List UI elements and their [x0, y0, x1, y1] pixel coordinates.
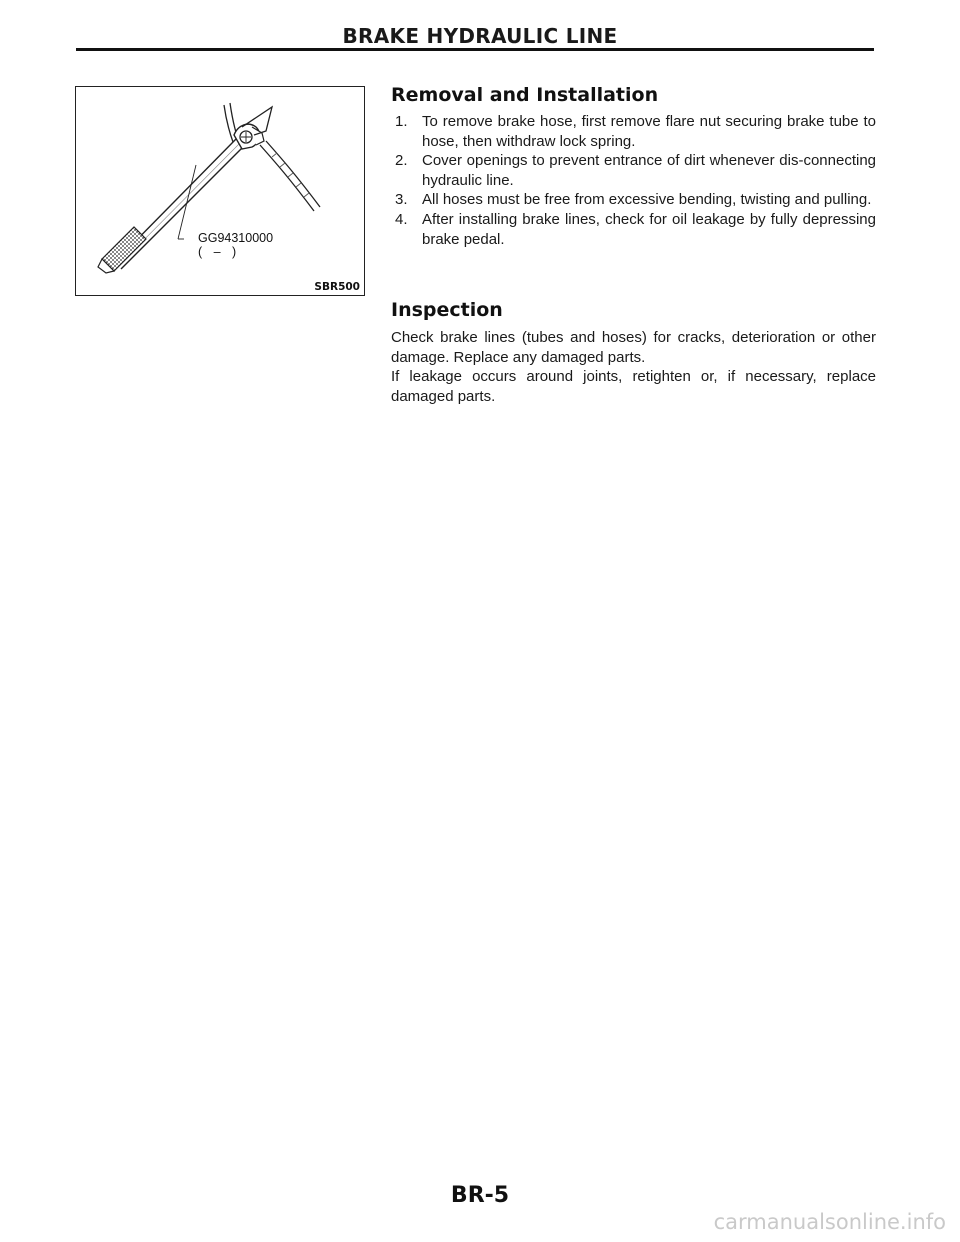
step-number: 4.	[395, 210, 408, 228]
watermark: carmanualsonline.info	[713, 1210, 946, 1234]
section-heading-inspection: Inspection	[391, 299, 503, 321]
page-title: BRAKE HYDRAULIC LINE	[342, 24, 618, 48]
inspection-paragraph: If leakage occurs around joints, retighten or, if necessary, replace damaged parts.	[391, 368, 876, 405]
figure-code: SBR500	[314, 281, 360, 293]
step-number: 1.	[395, 113, 408, 130]
step-text: To remove brake hose, first remove flare nut securing brake tube to hose, then withdraw lock spring.	[422, 113, 876, 150]
step-item	[391, 210, 876, 249]
inspection-section	[391, 299, 876, 406]
step-text: After installing brake lines, check for oil leakage by fully depressing brake pedal.	[422, 210, 876, 248]
step-text: All hoses must be free from excessive bending, twisting and pulling.	[422, 191, 872, 209]
page-number: BR-5	[450, 1183, 510, 1208]
step-item	[391, 190, 876, 210]
removal-installation-section	[391, 84, 876, 249]
step-item	[391, 151, 876, 190]
section-heading-removal: Removal and Installation	[391, 84, 659, 106]
step-number: 2.	[395, 152, 408, 170]
removal-steps-list	[391, 112, 876, 249]
step-item	[391, 112, 876, 151]
tool-number-label: GG94310000	[198, 231, 274, 245]
step-text: Cover openings to prevent entrance of dirt whenever dis-connecting hydraulic line.	[422, 152, 876, 189]
flare-nut-wrench-illustration	[76, 87, 366, 297]
step-number: 3.	[395, 191, 408, 209]
header-divider	[76, 48, 874, 51]
flare-nut-wrench-figure	[75, 86, 365, 296]
inspection-paragraph: Check brake lines (tubes and hoses) for cracks, deterioration or other damage. Replace any damaged parts.	[391, 329, 876, 366]
tool-name-label: ( – )	[198, 245, 241, 259]
